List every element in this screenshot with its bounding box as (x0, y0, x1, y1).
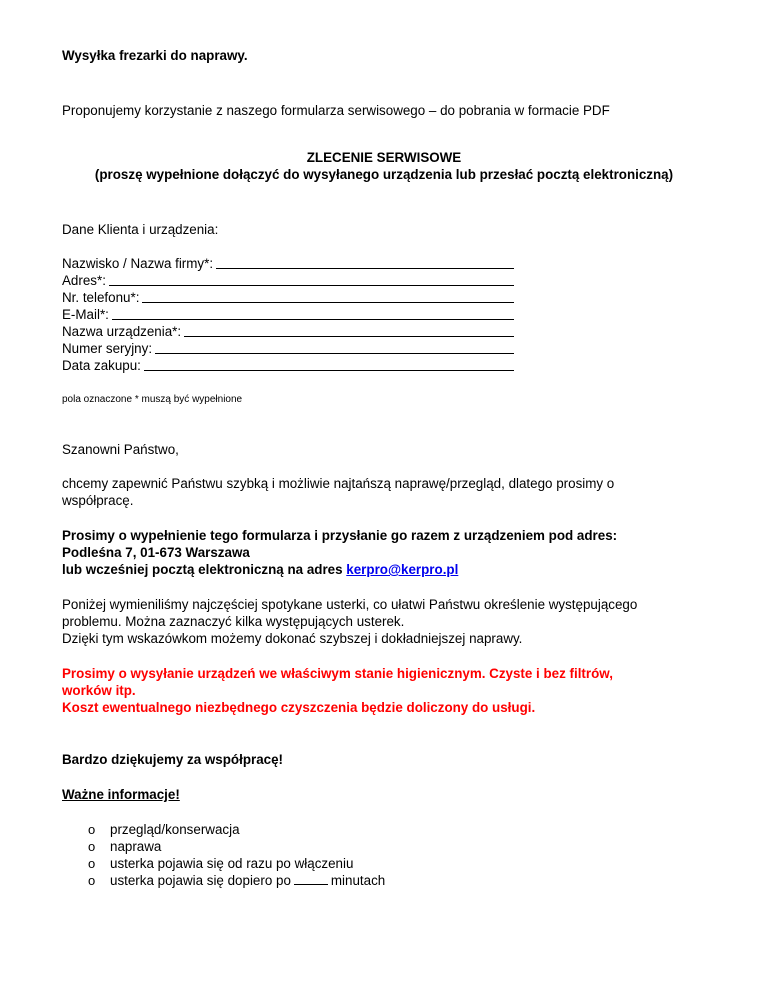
field-name[interactable] (62, 255, 514, 272)
field-serial-number[interactable] (62, 340, 514, 357)
address-line: Podleśna 7, 01-673 Warszawa (62, 545, 250, 560)
email-link[interactable]: kerpro@kerpro.pl (346, 562, 459, 577)
field-email[interactable] (62, 306, 514, 323)
option-item: przegląd/konserwacja (110, 822, 240, 837)
field-label: E-Mail*: (62, 307, 109, 322)
required-note: pola oznaczone * muszą być wypełnione (62, 394, 243, 405)
field-label: Data zakupu: (62, 358, 141, 373)
option-item-delay (110, 873, 385, 889)
fill-line[interactable] (216, 268, 514, 269)
option-item: usterka pojawia się od razu po włączeniu (110, 856, 354, 871)
field-label: Nr. telefonu*: (62, 290, 140, 305)
option-delay-after: minutach (330, 873, 386, 888)
field-address[interactable] (62, 272, 514, 289)
bullet-icon[interactable]: o (88, 839, 96, 854)
option-item: naprawa (110, 839, 162, 854)
instruction-line-1: Prosimy o wypełnienie tego formularza i przysłanie go razem z urządzeniem pod adres: (62, 528, 618, 543)
thanks-text: Bardzo dziękujemy za współpracę! (62, 752, 284, 767)
fill-line[interactable] (112, 319, 514, 320)
field-label: Nazwa urządzenia*: (62, 324, 182, 339)
minutes-fill-line[interactable] (294, 884, 328, 885)
form-subtitle: (proszę wypełnione dołączyć do wysyłanego urządzenia lub przesłać pocztą elektroniczną) (94, 167, 674, 182)
field-label: Numer seryjny: (62, 341, 153, 356)
fill-line[interactable] (144, 370, 514, 371)
field-phone[interactable] (62, 289, 514, 306)
section-client-heading: Dane Klienta i urządzenia: (62, 222, 219, 237)
hygiene-warning-line-2: worków itp. (62, 683, 136, 698)
email-instruction (62, 562, 458, 578)
paragraph-1-line-1: chcemy zapewnić Państwu szybką i możliwie najtańszą naprawę/przegląd, dlatego prosimy o (62, 476, 615, 491)
fill-line[interactable] (184, 336, 514, 337)
paragraph-2-line-3: Dzięki tym wskazówkom możemy dokonać szybszej i dokładniejszej naprawy. (62, 631, 523, 646)
bullet-icon[interactable]: o (88, 822, 96, 837)
paragraph-2-line-2: problemu. Można zaznaczyć kilka występujących usterek. (62, 614, 405, 629)
field-label: Adres*: (62, 273, 106, 288)
cleaning-cost-warning: Koszt ewentualnego niezbędnego czyszczenia będzie doliczony do usługi. (62, 700, 536, 715)
intro-text: Proponujemy korzystanie z naszego formularza serwisowego – do pobrania w formacie PDF (62, 103, 610, 118)
document-heading: Wysyłka frezarki do naprawy. (62, 48, 248, 63)
email-instruction-text: lub wcześniej pocztą elektroniczną na adres (62, 562, 347, 577)
fill-line[interactable] (155, 353, 514, 354)
field-label: Nazwisko / Nazwa firmy*: (62, 256, 214, 271)
important-info-heading: Ważne informacje! (62, 787, 180, 802)
fill-line[interactable] (142, 302, 514, 303)
field-purchase-date[interactable] (62, 357, 514, 374)
field-device-name[interactable] (62, 323, 514, 340)
bullet-icon[interactable]: o (88, 873, 96, 888)
form-title: ZLECENIE SERWISOWE (306, 150, 462, 165)
greeting: Szanowni Państwo, (62, 442, 179, 457)
fill-line[interactable] (109, 285, 514, 286)
paragraph-1-line-2: współpracę. (62, 493, 134, 508)
option-delay-before: usterka pojawia się dopiero po (110, 873, 291, 888)
hygiene-warning-line-1: Prosimy o wysyłanie urządzeń we właściwym stanie higienicznym. Czyste i bez filtrów, (62, 666, 613, 681)
paragraph-2-line-1: Poniżej wymieniliśmy najczęściej spotykane usterki, co ułatwi Państwu określenie występującego (62, 597, 638, 612)
bullet-icon[interactable]: o (88, 856, 96, 871)
